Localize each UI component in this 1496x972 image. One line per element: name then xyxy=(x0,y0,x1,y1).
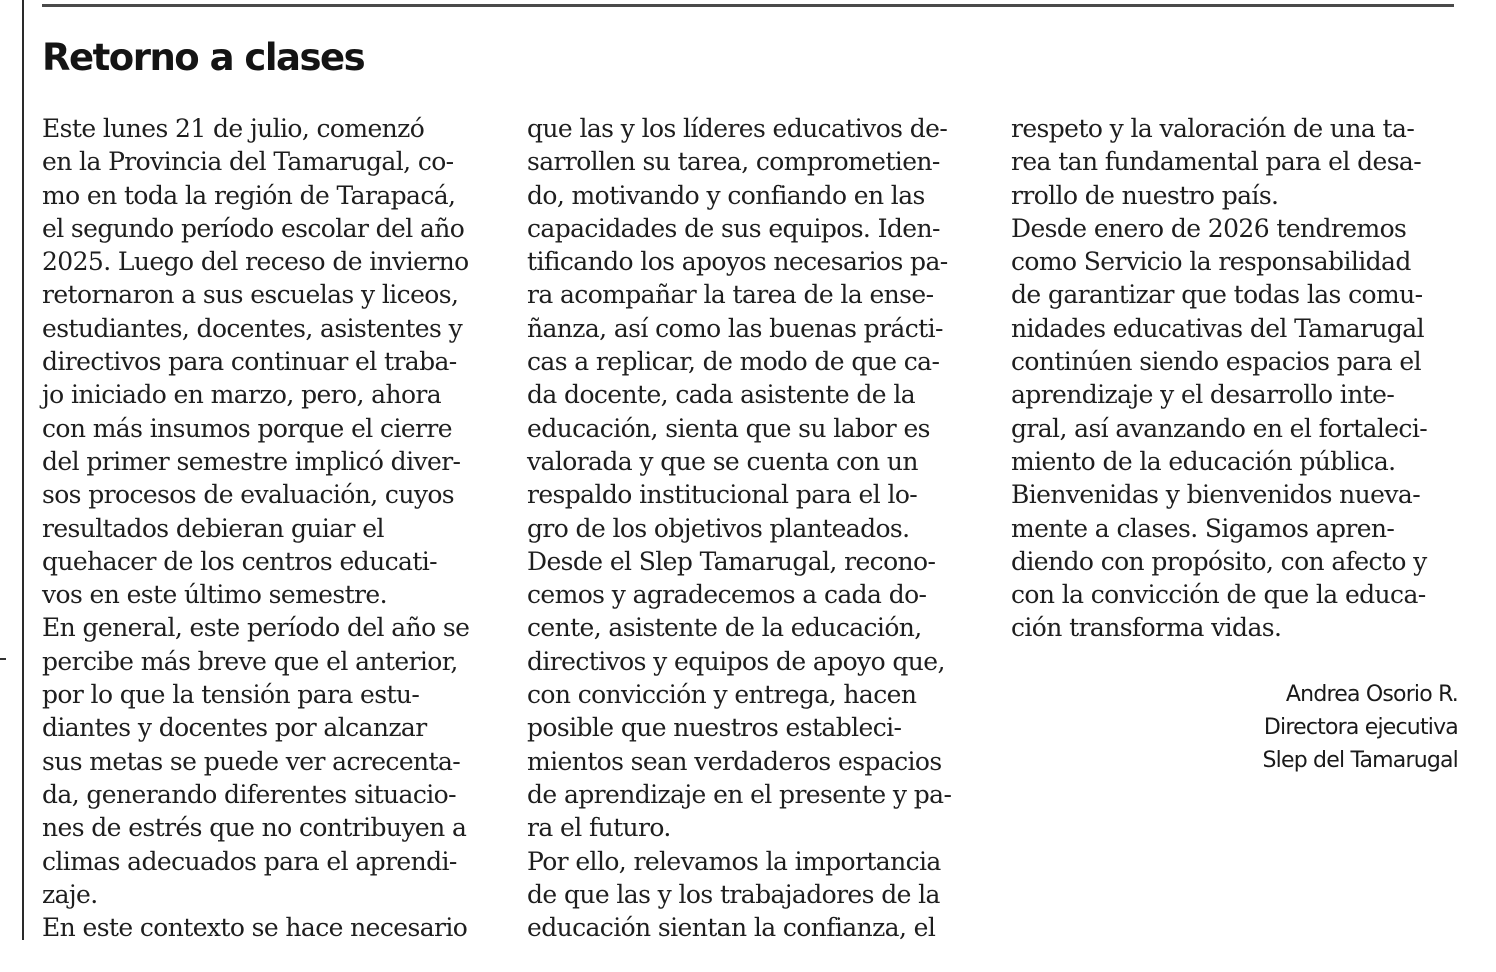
text-line: cas a replicar, de modo de que ca- xyxy=(527,347,940,377)
text-line: Desde enero de 2026 tendremos xyxy=(1011,213,1407,243)
text-line: del primer semestre implicó diver- xyxy=(42,446,461,476)
text-line: jo iniciado en marzo, pero, ahora xyxy=(42,380,442,410)
text-line: nes de estrés que no contribuyen a xyxy=(42,813,467,843)
text-line: tificando los apoyos necesarios pa- xyxy=(527,247,948,277)
text-line: educación, sienta que su labor es xyxy=(527,413,930,443)
signature-role: Directora ejecutiva xyxy=(1263,715,1458,740)
article-column-3 xyxy=(1011,112,1453,645)
text-line: resultados debieran guiar el xyxy=(42,513,384,543)
text-line: gral, así avanzando en el fortaleci- xyxy=(1011,413,1428,443)
text-line: retornaron a sus escuelas y liceos, xyxy=(42,280,459,310)
top-divider-rule xyxy=(42,4,1454,7)
text-line: En general, este período del año se xyxy=(42,613,470,643)
text-line: rea tan fundamental para el desa- xyxy=(1011,147,1422,177)
text-line: cente, asistente de la educación, xyxy=(527,613,922,643)
text-line: diantes y docentes por alcanzar xyxy=(42,713,427,743)
text-line: capacidades de sus equipos. Iden- xyxy=(527,213,940,243)
text-line: directivos y equipos de apoyo que, xyxy=(527,646,945,676)
text-line: continúen siendo espacios para el xyxy=(1011,347,1422,377)
text-line: Desde el Slep Tamarugal, recono- xyxy=(527,546,936,576)
text-line: percibe más breve que el anterior, xyxy=(42,646,458,676)
text-line: con convicción y entrega, hacen xyxy=(527,680,917,710)
text-line: el segundo período escolar del año xyxy=(42,213,465,243)
text-line: Por ello, relevamos la importancia xyxy=(527,846,941,876)
text-line: sos procesos de evaluación, cuyos xyxy=(42,480,455,510)
text-line: climas adecuados para el aprendi- xyxy=(42,846,457,876)
text-line: con la convicción de que la educa- xyxy=(1011,580,1426,610)
text-line: respaldo institucional para el lo- xyxy=(527,480,918,510)
text-line: gro de los objetivos planteados. xyxy=(527,513,910,543)
text-line: nidades educativas del Tamarugal xyxy=(1011,313,1424,343)
text-line: posible que nuestros estableci- xyxy=(527,713,902,743)
text-line: con más insumos porque el cierre xyxy=(42,413,452,443)
text-line: da, generando diferentes situacio- xyxy=(42,779,456,809)
text-line: de aprendizaje en el presente y pa- xyxy=(527,779,952,809)
text-line: educación sientan la confianza, el xyxy=(527,913,936,943)
text-line: que las y los líderes educativos de- xyxy=(527,114,948,143)
signature-block xyxy=(1262,678,1458,777)
text-line: sus metas se puede ver acrecenta- xyxy=(42,746,461,776)
text-line: diendo con propósito, con afecto y xyxy=(1011,546,1427,576)
text-line: mente a clases. Sigamos apren- xyxy=(1011,513,1395,543)
text-line: mientos sean verdaderos espacios xyxy=(527,746,942,776)
text-line: mo en toda la región de Tarapacá, xyxy=(42,180,456,210)
text-line: ra acompañar la tarea de la ense- xyxy=(527,280,934,310)
text-line: da docente, cada asistente de la xyxy=(527,380,916,410)
text-line: zaje. xyxy=(42,879,98,909)
text-line: vos en este último semestre. xyxy=(42,580,387,610)
article-column-2 xyxy=(527,112,971,944)
text-line: respeto y la valoración de una ta- xyxy=(1011,114,1415,143)
text-line: 2025. Luego del receso de invierno xyxy=(42,247,469,277)
text-line: miento de la educación pública. xyxy=(1011,446,1396,476)
text-line: En este contexto se hace necesario xyxy=(42,913,468,943)
text-line: aprendizaje y el desarrollo inte- xyxy=(1011,380,1395,410)
signature-name: Andrea Osorio R. xyxy=(1285,682,1458,707)
text-line: sarrollen su tarea, comprometien- xyxy=(527,147,940,177)
article-column-1 xyxy=(42,112,488,944)
left-margin-tick xyxy=(0,658,6,660)
article-title: Retorno a clases xyxy=(42,36,365,79)
text-line: directivos para continuar el traba- xyxy=(42,347,457,377)
text-line: rrollo de nuestro país. xyxy=(1011,180,1279,210)
text-line: valorada y que se cuenta con un xyxy=(527,446,918,476)
text-line: cemos y agradecemos a cada do- xyxy=(527,580,927,610)
text-line: por lo que la tensión para estu- xyxy=(42,680,420,710)
text-line: do, motivando y confiando en las xyxy=(527,180,925,210)
text-line: como Servicio la responsabilidad xyxy=(1011,247,1411,277)
text-line: ción transforma vidas. xyxy=(1011,613,1282,643)
text-line: ra el futuro. xyxy=(527,813,671,843)
text-line: quehacer de los centros educati- xyxy=(42,546,437,576)
text-line: Bienvenidas y bienvenidos nueva- xyxy=(1011,480,1421,510)
text-line: en la Provincia del Tamarugal, co- xyxy=(42,147,454,177)
text-line: ñanza, así como las buenas prácti- xyxy=(527,313,943,343)
text-line: de que las y los trabajadores de la xyxy=(527,879,940,909)
text-line: de garantizar que todas las comu- xyxy=(1011,280,1423,310)
text-line: Este lunes 21 de julio, comenzó xyxy=(42,114,425,143)
text-line: estudiantes, docentes, asistentes y xyxy=(42,313,463,343)
signature-organization: Slep del Tamarugal xyxy=(1262,748,1458,773)
left-margin-rule xyxy=(22,0,24,940)
